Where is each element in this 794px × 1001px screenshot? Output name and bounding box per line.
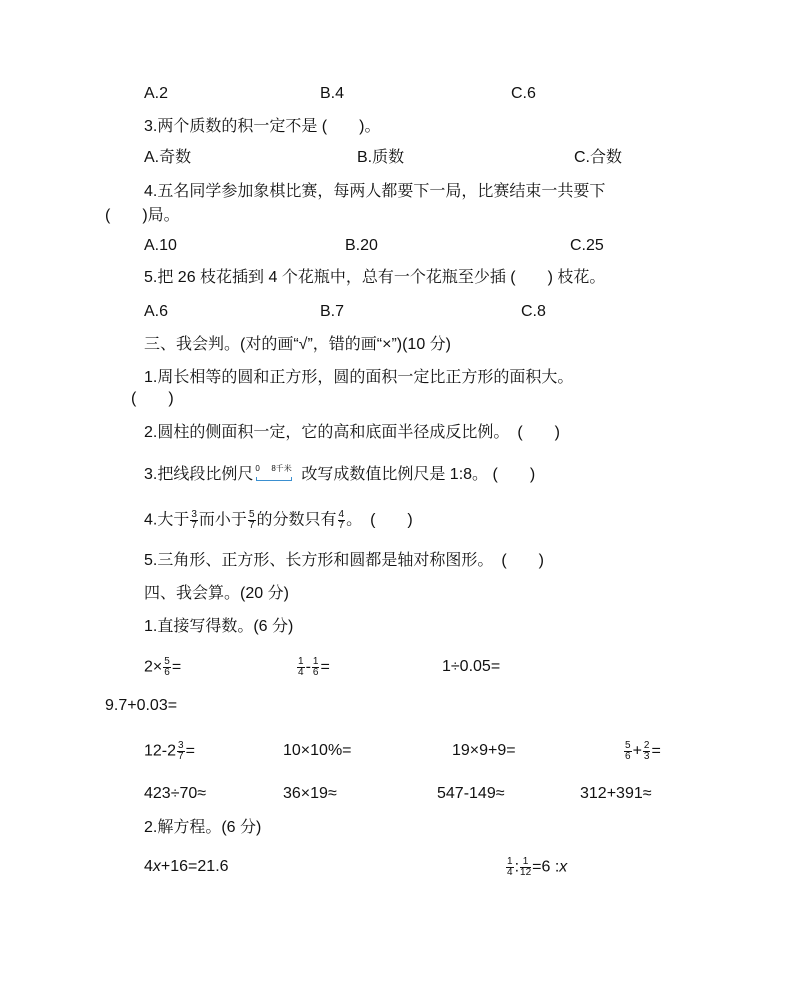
fraction-1-12: $\frac{1}{12}$ bbox=[520, 856, 532, 878]
judge-1-line2: ( ) bbox=[131, 390, 174, 407]
q3-stem: 3.两个质数的积一定不是 ( )。 bbox=[144, 118, 381, 135]
fraction-1-4b: $\frac{1}{4}$ bbox=[507, 856, 513, 878]
scale-bar bbox=[256, 477, 292, 481]
judge-2: 2.圆柱的侧面积一定，它的高和底面半径成反比例。 ( ) bbox=[144, 424, 561, 441]
calc-6: 10×10%= bbox=[283, 742, 352, 759]
judge-3 bbox=[144, 465, 535, 485]
section4-title: 四、我会算。(20 分) bbox=[144, 585, 289, 602]
q4-stem-line2: ( )局。 bbox=[105, 207, 180, 224]
fraction-4-7: $\frac{4}{7}$ bbox=[338, 509, 345, 531]
fraction-1-4: $\frac{1}{4}$ bbox=[298, 656, 304, 678]
calc-2: $\frac{1}{4}$ - $\frac{1}{6}$ = bbox=[298, 656, 330, 678]
calc-3: 1÷0.05= bbox=[442, 658, 501, 675]
judge-4 bbox=[144, 510, 413, 531]
scale-label-distance: 8千米 bbox=[271, 463, 292, 473]
q4-option-b: B.20 bbox=[345, 237, 378, 254]
q3-option-a: A.奇数 bbox=[144, 149, 192, 166]
fraction-5-7: $\frac{5}{7}$ bbox=[248, 509, 255, 531]
q3-option-b: B.质数 bbox=[357, 149, 405, 166]
calc-11: 547-149≈ bbox=[437, 785, 505, 802]
q5-stem: 5.把 26 枝花插到 4 个花瓶中，总有一个花瓶至少插 ( ) 枝花。 bbox=[144, 269, 606, 286]
calc-5: 12-2 $\frac{3}{7}$ = bbox=[144, 740, 195, 762]
judge-4-part-c: 的分数只有 bbox=[256, 511, 337, 529]
calc-10: 36×19≈ bbox=[283, 785, 337, 802]
q4-option-c: C.25 bbox=[570, 237, 604, 254]
q5-option-c: C.8 bbox=[521, 303, 546, 320]
calc-12: 312+391≈ bbox=[580, 785, 652, 802]
judge-4-part-d: 。 ( ) bbox=[346, 511, 413, 529]
q2-option-b: B.4 bbox=[320, 85, 345, 102]
judge-1-line1: 1.周长相等的圆和正方形，圆的面积一定比正方形的面积大。 bbox=[144, 369, 574, 386]
fraction-3-7-mixed: $\frac{3}{7}$ bbox=[178, 740, 184, 762]
subsection-direct-answers-title: 1.直接写得数。(6 分) bbox=[144, 618, 294, 635]
fraction-1-6: $\frac{1}{6}$ bbox=[312, 656, 319, 678]
calc-7: 19×9+9= bbox=[452, 742, 516, 759]
q4-stem-line1: 4.五名同学参加象棋比赛，每两人都要下一局，比赛结束一共要下 bbox=[144, 183, 606, 200]
fraction-2-3: $\frac{2}{3}$ bbox=[643, 740, 650, 762]
q5-option-b: B.7 bbox=[320, 303, 345, 320]
q3-option-c: C.合数 bbox=[574, 149, 623, 166]
judge-3-pre: 3.把线段比例尺 bbox=[144, 466, 254, 483]
judge-4-part-a: 4.大于 bbox=[144, 511, 190, 529]
calc-9: 423÷70≈ bbox=[144, 785, 207, 802]
calc-4: 9.7+0.03= bbox=[105, 697, 178, 714]
q5-option-a: A.6 bbox=[144, 303, 169, 320]
judge-4-part-b: 而小于 bbox=[198, 511, 247, 529]
judge-5: 5.三角形、正方形、长方形和圆都是轴对称图形。 ( ) bbox=[144, 552, 545, 569]
q2-option-a: A.2 bbox=[144, 85, 169, 102]
q2-option-c: C.6 bbox=[511, 85, 536, 102]
fraction-5-6: $\frac{5}{6}$ bbox=[164, 656, 170, 678]
q4-option-a: A.10 bbox=[144, 237, 177, 254]
fraction-5-6b: $\frac{5}{6}$ bbox=[625, 740, 631, 762]
judge-3-post: 改写成数值比例尺是 1:8。 ( ) bbox=[301, 466, 536, 483]
subsection-equations-title: 2.解方程。(6 分) bbox=[144, 819, 262, 836]
section3-title: 三、我会判。(对的画“√”，错的画“×”)(10 分) bbox=[144, 336, 451, 353]
equation-1: 4x+16=21.6 bbox=[144, 858, 229, 875]
fraction-3-7: $\frac{3}{7}$ bbox=[191, 509, 197, 531]
calc-1: 2× $\frac{5}{6}$ = bbox=[144, 656, 182, 678]
line-segment-scale bbox=[255, 463, 299, 483]
scale-label-zero: 0 bbox=[255, 463, 260, 473]
calc-8: $\frac{5}{6}$ + $\frac{2}{3}$ = bbox=[625, 740, 661, 762]
equation-2: $\frac{1}{4}$ : $\frac{1}{12}$ =6 :x bbox=[507, 856, 568, 878]
